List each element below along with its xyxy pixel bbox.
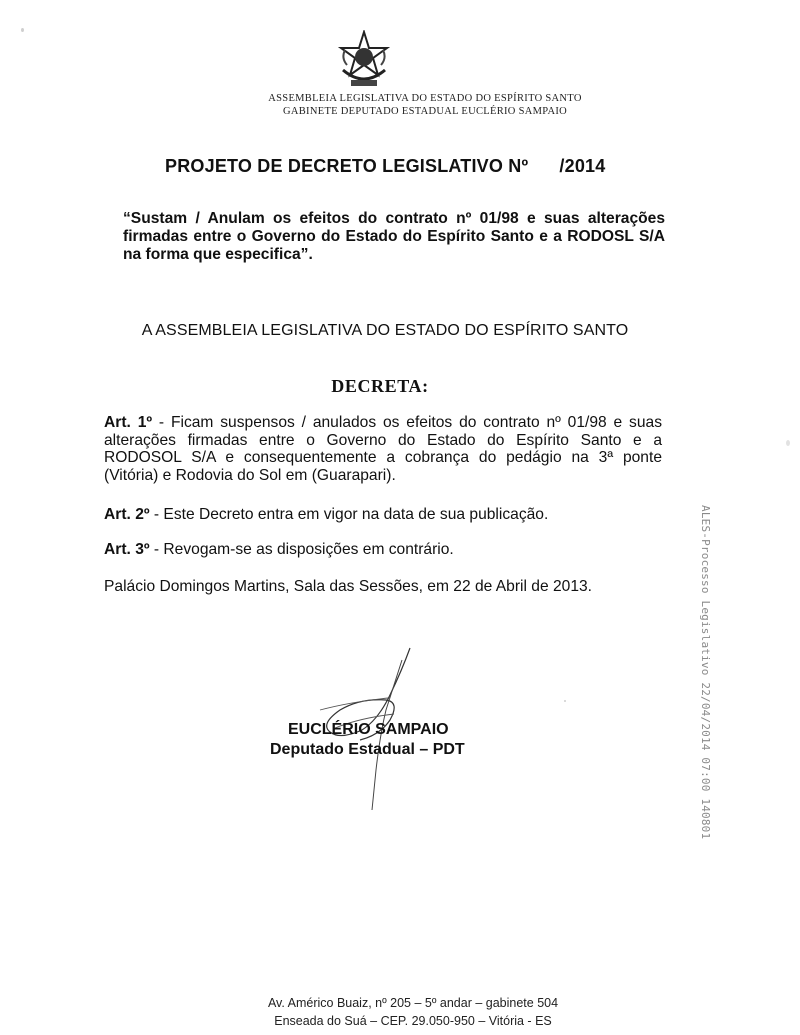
article-1-label: Art. 1º [104, 414, 153, 431]
protocol-stamp: ALES-Processo Legislativo 22/04/2014 07:00 140801 [699, 505, 712, 840]
article-3 [104, 541, 662, 559]
ementa: “Sustam / Anulam os efeitos do contrato nº 01/98 e suas alterações firmadas entre o Governo do Estado do Espírito Santo e a RODOSL S/A na forma que especifica”. [123, 210, 665, 263]
article-1 [104, 414, 662, 484]
assembly-line: A ASSEMBLEIA LEGISLATIVA DO ESTADO DO ESPÍRITO SANTO [141, 322, 629, 339]
scan-speck [21, 28, 24, 32]
footer-address-line1: Av. Américo Buaiz, nº 205 – 5º andar – gabinete 504 [267, 996, 559, 1010]
closing-line: Palácio Domingos Martins, Sala das Sessões, em 22 de Abril de 2013. [104, 578, 593, 595]
state-coat-of-arms-icon [337, 30, 391, 90]
article-3-text: - Revogam-se as disposições em contrário. [149, 541, 454, 558]
article-2-text: - Este Decreto entra em vigor na data de sua publicação. [149, 506, 549, 523]
signer-role: Deputado Estadual – PDT [270, 741, 465, 758]
footer-address-line2: Enseada do Suá – CEP. 29.050-950 – Vitória - ES [274, 1014, 552, 1028]
article-3-label: Art. 3º [104, 541, 150, 558]
article-1-text: - Ficam suspensos / anulados os efeitos do contrato nº 01/98 e suas alterações firmadas entre o Governo do Estado do Espírito Santo e a RODOSOL S/A e consequentemente a cobrança do pedágio na 3ª ponte (Vitória) e Rodovia do Sol em (Guarapari). [104, 414, 662, 484]
article-2 [104, 506, 662, 524]
header-institution: ASSEMBLEIA LEGISLATIVA DO ESTADO DO ESPÍRITO SANTO [268, 93, 582, 104]
decreta-heading: DECRETA: [331, 376, 429, 396]
article-2-label: Art. 2º [104, 506, 150, 523]
scan-speck [786, 440, 790, 446]
signer-name: EUCLÉRIO SAMPAIO [288, 721, 449, 738]
document-title: PROJETO DE DECRETO LEGISLATIVO Nº /2014 [165, 156, 606, 176]
header-office: GABINETE DEPUTADO ESTADUAL EUCLÉRIO SAMPAIO [282, 106, 568, 117]
scan-speck [564, 700, 566, 702]
